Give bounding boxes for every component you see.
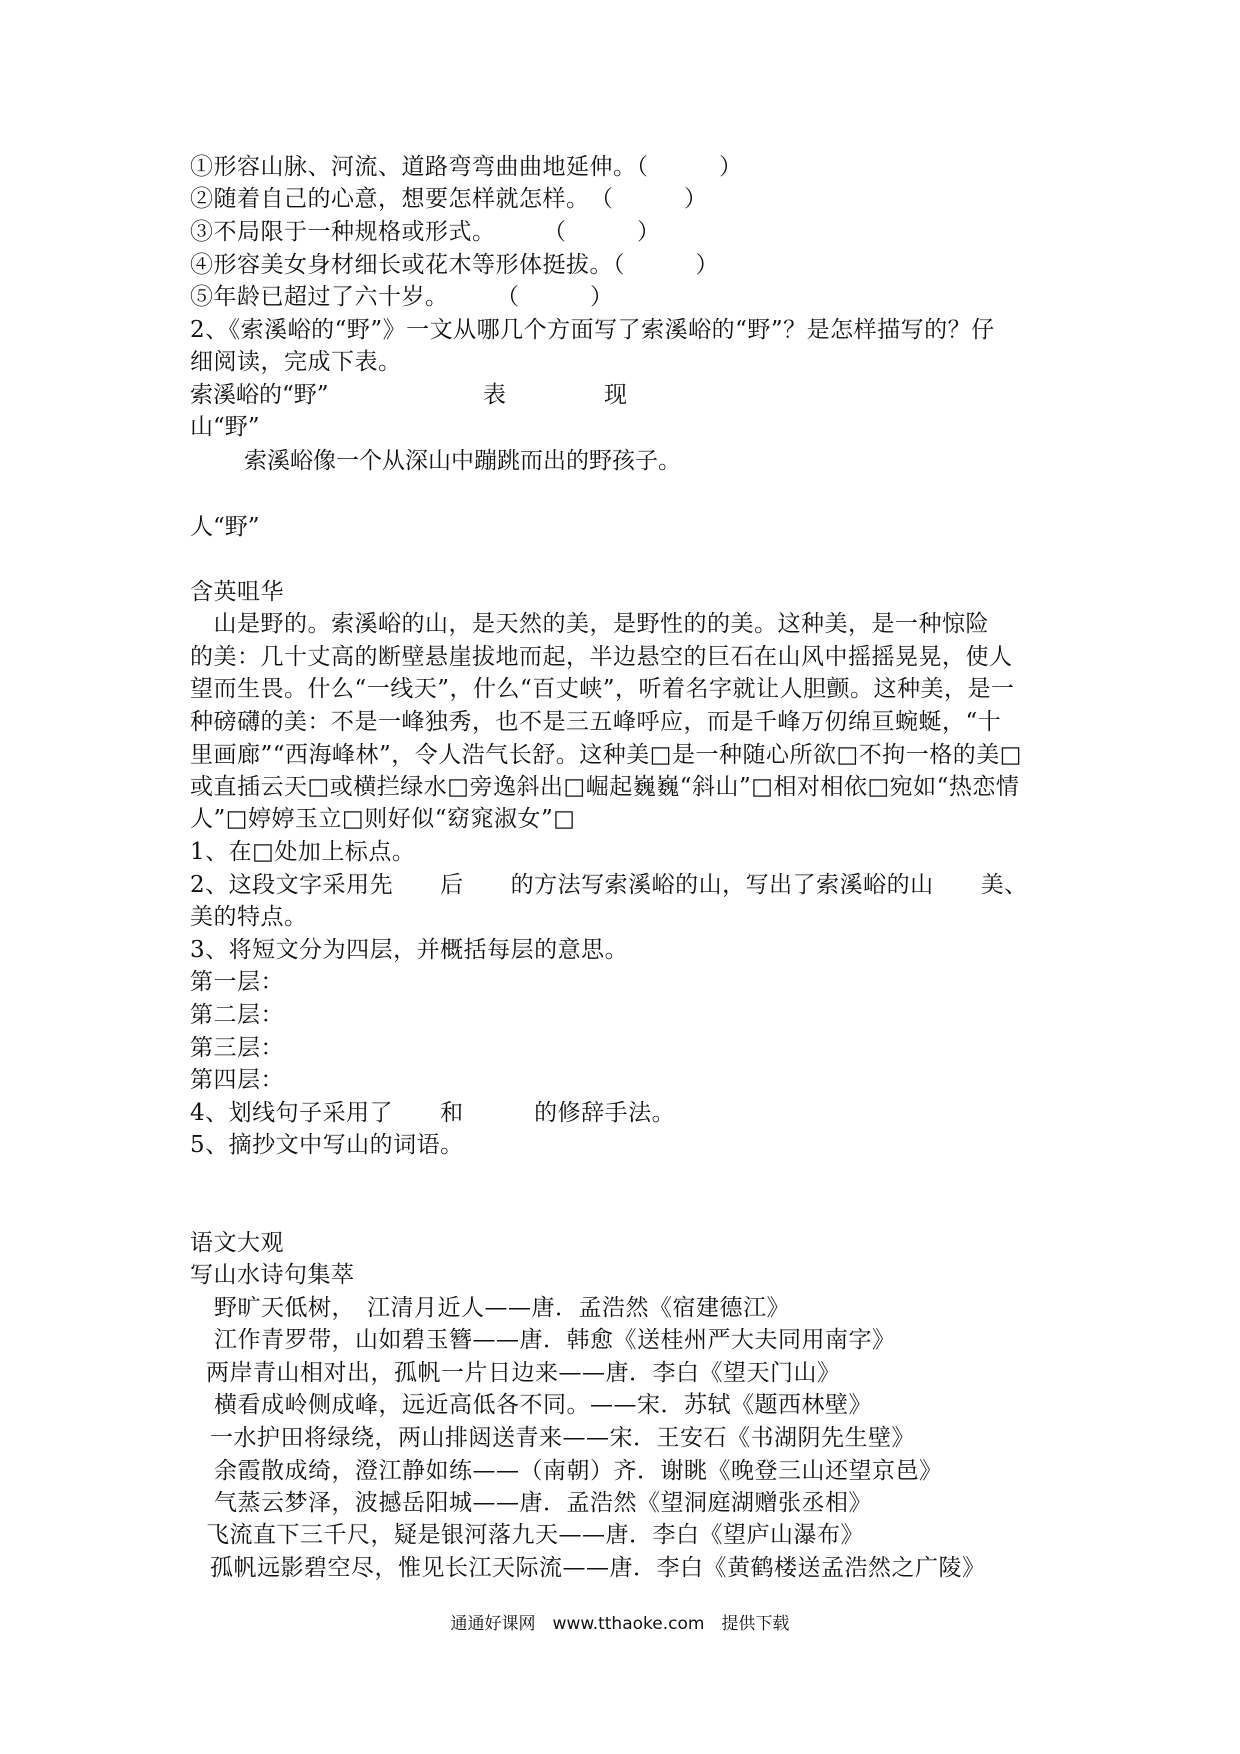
table-header-col1: 索溪峪的“野” bbox=[190, 382, 329, 408]
question-2-line-1: 2、《索溪峪的“野”》一文从哪几个方面写了索溪峪的“野”？是怎样描写的？仔 bbox=[190, 317, 995, 343]
table-header-col2a: 表 bbox=[483, 382, 506, 408]
question-2-cont: 美的特点。 bbox=[190, 904, 308, 930]
passage-line-7: 人”□婷婷玉立□则好似“窈窕淑女”□ bbox=[190, 806, 576, 832]
passage-line-4: 种磅礴的美：不是一峰独秀，也不是三五峰呼应，而是千峰万仞绵亘蜿蜒，“十 bbox=[190, 709, 1002, 735]
question-5: 5、摘抄文中写山的词语。 bbox=[190, 1132, 464, 1158]
page-footer: 通通好课网 www.tthaoke.com 提供下载 bbox=[450, 1614, 790, 1634]
passage-line-5: 里画廊”“西海峰林”，令人浩气长舒。这种美□是一种随心所欲□不拘一格的美□ bbox=[190, 742, 1022, 768]
passage-line-2: 的美：几十丈高的断壁悬崖拔地而起，半边悬空的巨石在山风中摇摇晃晃，使人 bbox=[190, 644, 1013, 670]
definition-5: ⑤年龄已超过了六十岁。 （ ） bbox=[190, 284, 614, 310]
poem-line-7: 气蒸云梦泽，波撼岳阳城——唐．孟浩然《望洞庭湖赠张丞相》 bbox=[214, 1490, 872, 1516]
layer-3: 第三层： bbox=[190, 1035, 284, 1061]
section-title: 含英咀华 bbox=[190, 579, 284, 605]
poem-line-2: 江作青罗带，山如碧玉簪——唐．韩愈《送桂州严大夫同用南字》 bbox=[214, 1327, 896, 1353]
table-row-people-label: 人“野” bbox=[190, 514, 260, 540]
layer-4: 第四层： bbox=[190, 1067, 284, 1093]
definition-4: ④形容美女身材细长或花木等形体挺拔。（ ） bbox=[190, 252, 719, 278]
poem-line-6: 余霞散成绮，澄江静如练——（南朝）齐．谢眺《晚登三山还望京邑》 bbox=[214, 1458, 943, 1484]
poem-line-1: 野旷天低树， 江清月近人——唐．孟浩然《宿建德江》 bbox=[214, 1295, 790, 1321]
poem-line-5: 一水护田将绿绕，两山排闼送青来——宋．王安石《书湖阴先生壁》 bbox=[210, 1425, 915, 1451]
passage-line-6: 或直插云天□或横拦绿水□旁逸斜出□崛起巍巍“斜山”□相对相依□宛如“热恋情 bbox=[190, 774, 1020, 800]
layer-1: 第一层： bbox=[190, 969, 284, 995]
poem-line-3: 两岸青山相对出，孤帆一片日边来——唐．李白《望天门山》 bbox=[206, 1360, 841, 1386]
layer-2: 第二层： bbox=[190, 1002, 284, 1028]
definition-1: ①形容山脉、河流、道路弯弯曲曲地延伸。（ ） bbox=[190, 154, 743, 180]
question-1: 1、在□处加上标点。 bbox=[190, 839, 416, 865]
question-3: 3、将短文分为四层，并概括每层的意思。 bbox=[190, 937, 629, 963]
question-2: 2、这段文字采用先 后 的方法写索溪峪的山，写出了索溪峪的山 美、 bbox=[190, 872, 1028, 898]
reading-subtitle: 写山水诗句集萃 bbox=[190, 1262, 355, 1288]
definition-2: ②随着自己的心意，想要怎样就怎样。 （ ） bbox=[190, 186, 708, 212]
table-row-mountain-label: 山“野” bbox=[190, 414, 260, 440]
definition-3: ③不局限于一种规格或形式。 （ ） bbox=[190, 219, 661, 245]
poem-line-9: 孤帆远影碧空尽，惟见长江天际流——唐．李白《黄鹤楼送孟浩然之广陵》 bbox=[210, 1555, 986, 1581]
table-header-col2b: 现 bbox=[604, 382, 627, 408]
table-row-mountain-value: 索溪峪像一个从深山中蹦跳而出的野孩子。 bbox=[244, 448, 681, 474]
passage-line-3: 望而生畏。什么“一线天”，什么“百丈峡”，听着名字就让人胆颤。这种美，是一 bbox=[190, 676, 1015, 702]
question-2-line-2: 细阅读，完成下表。 bbox=[190, 349, 402, 375]
question-4: 4、划线句子采用了 和 的修辞手法。 bbox=[190, 1100, 676, 1126]
poem-line-4: 横看成岭侧成峰，远近高低各不同。——宋．苏轼《题西林壁》 bbox=[214, 1392, 872, 1418]
poem-line-8: 飞流直下三千尺，疑是银河落九天——唐．李白《望庐山瀑布》 bbox=[206, 1522, 864, 1548]
passage-line-1: 山是野的。索溪峪的山，是天然的美，是野性的的美。这种美，是一种惊险 bbox=[190, 611, 989, 637]
reading-title: 语文大观 bbox=[190, 1230, 284, 1256]
